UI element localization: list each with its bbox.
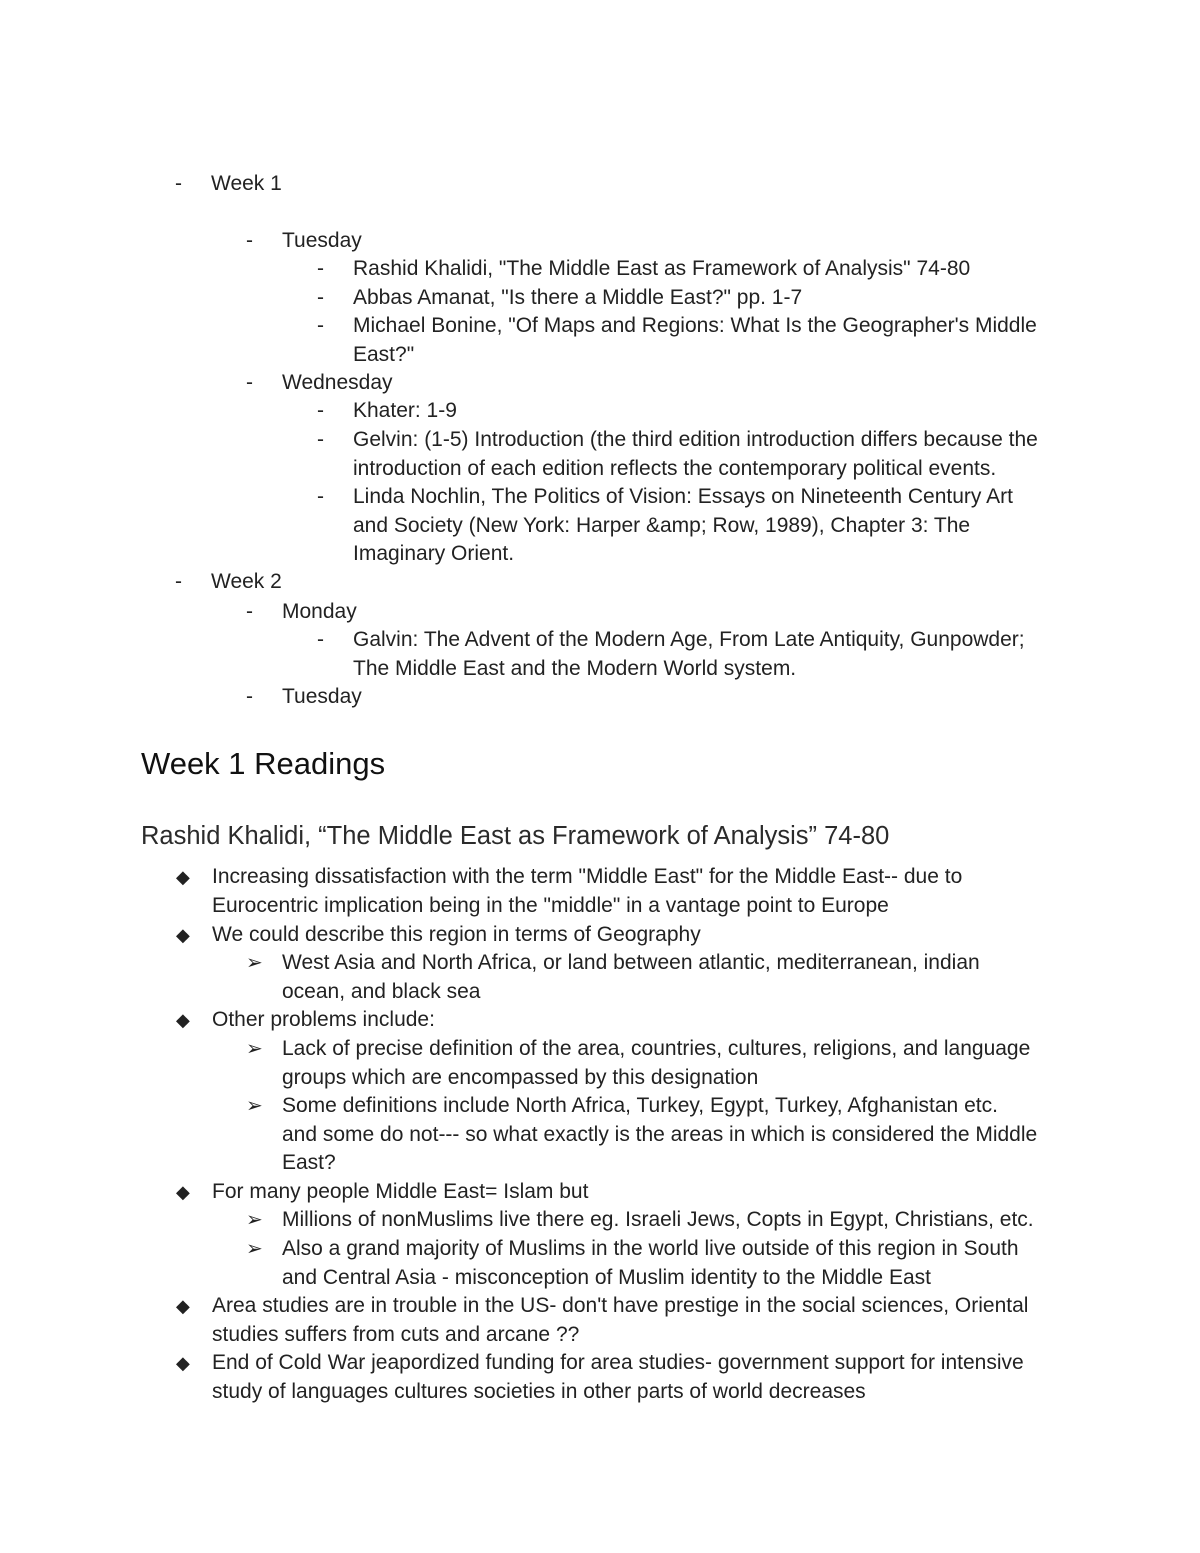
arrow-bullet-icon: ➢ [246,1238,263,1260]
outline-label: Week 1 [211,172,282,195]
outline-item-week-1-wednesday [246,369,393,398]
reading-line: The Middle East and the Modern World system. [353,656,797,680]
reading-line: Michael Bonine, "Of Maps and Regions: What Is the Geographer's Middle [353,314,1037,337]
reading-text [353,426,1038,483]
reading-line: Linda Nochlin, The Politics of Vision: Essays on Nineteenth Century Art [353,485,1013,508]
outline-item-week-2-monday [246,598,357,627]
arrow-bullet-icon: ➢ [246,1209,263,1231]
note-line: Also a grand majority of Muslims in the world live outside of this region in South [282,1237,1019,1260]
note-text [212,1349,1024,1406]
note-text [282,1092,1037,1178]
dash-marker: - [246,229,253,252]
note-line: We could describe this region in terms of Geography [212,923,701,946]
reading-text [353,483,1013,569]
outline-label: Week 2 [211,570,282,593]
note-line: study of languages cultures societies in other parts of world decreases [212,1379,866,1403]
reading-item [317,626,1025,683]
reading-item [317,483,1013,569]
note-line: Increasing dissatisfaction with the term "Middle East" for the Middle East-- due to [212,865,963,888]
reading-text: Abbas Amanat, "Is there a Middle East?" pp. 1-7 [353,286,803,309]
note-item [176,1349,1024,1406]
outline-label: Tuesday [282,685,362,708]
outline-item-week-1-tuesday [246,227,362,256]
note-text [212,863,962,920]
dash-marker: - [317,257,324,280]
outline-label: Wednesday [282,371,393,394]
section-heading: Week 1 Readings [141,746,386,781]
note-line: Some definitions include North Africa, Turkey, Egypt, Turkey, Afghanistan etc. [282,1094,998,1117]
reading-line: Imaginary Orient. [353,542,515,565]
dash-marker: - [317,399,324,422]
reading-item [317,312,1037,369]
reading-text: Rashid Khalidi, "The Middle East as Framework of Analysis" 74-80 [353,257,971,280]
diamond-bullet-icon: ◆ [176,1353,190,1373]
dash-marker: - [317,428,324,451]
outline-label: Monday [282,600,357,623]
note-line: End of Cold War jeapordized funding for area studies- government support for intensive [212,1351,1024,1374]
diamond-bullet-icon: ◆ [176,925,190,945]
note-line: studies suffers from cuts and arcane ?? [212,1322,580,1346]
reading-line: and Society (New York: Harper &amp; Row, 1989), Chapter 3: The [353,513,971,537]
reading-text [353,626,1025,683]
dash-marker: - [175,570,182,593]
note-text [282,1035,1030,1092]
note-text [282,949,980,1006]
note-line: Eurocentric implication being in the "middle" in a vantage point to Europe [212,893,889,917]
arrow-bullet-icon: ➢ [246,952,263,974]
note-subitem [246,1035,1030,1092]
note-item [176,1292,1028,1349]
dash-marker: - [317,314,324,337]
reading-subheading: Rashid Khalidi, “The Middle East as Framework of Analysis” 74-80 [141,822,890,850]
note-item [176,921,701,950]
note-line: and some do not--- so what exactly is the areas in which is considered the Middle [282,1122,1038,1146]
outline-label: Tuesday [282,229,362,252]
diamond-bullet-icon: ◆ [176,1296,190,1316]
dash-marker: - [317,286,324,309]
dash-marker: - [317,628,324,651]
note-line: For many people Middle East= Islam but [212,1180,589,1203]
dash-marker: - [175,172,182,195]
reading-text [353,312,1037,369]
note-line: Lack of precise definition of the area, countries, cultures, religions, and language [282,1037,1031,1060]
diamond-bullet-icon: ◆ [176,1010,190,1030]
arrow-bullet-icon: ➢ [246,1095,263,1117]
note-line: groups which are encompassed by this designation [282,1065,759,1089]
note-item [176,1006,435,1035]
arrow-bullet-icon: ➢ [246,1038,263,1060]
note-subitem [246,1092,1037,1178]
reading-line: introduction of each edition reflects the contemporary political events. [353,456,997,480]
dash-marker: - [317,485,324,508]
reading-line: Gelvin: (1-5) Introduction (the third edition introduction differs because the [353,428,1038,451]
diamond-bullet-icon: ◆ [176,1182,190,1202]
reading-line: East?" [353,342,415,366]
note-line: Area studies are in trouble in the US- don't have prestige in the social sciences, Oriental [212,1294,1029,1317]
note-line: East? [282,1151,336,1174]
outline-item-week-2 [175,568,282,597]
outline-item-week-2-tuesday [246,683,362,712]
diamond-bullet-icon: ◆ [176,867,190,887]
note-line: ocean, and black sea [282,979,481,1003]
reading-item [317,426,1038,483]
note-line: Other problems include: [212,1008,435,1031]
note-subitem [246,1206,1034,1235]
note-text [212,1292,1028,1349]
note-subitem [246,949,980,1006]
note-line: and Central Asia - misconception of Muslim identity to the Middle East [282,1265,931,1289]
note-text [282,1235,1019,1292]
dash-marker: - [246,600,253,623]
dash-marker: - [246,685,253,708]
reading-item [317,284,802,313]
note-item [176,1178,588,1207]
note-line: West Asia and North Africa, or land between atlantic, mediterranean, indian [282,951,980,974]
note-line: Millions of nonMuslims live there eg. Israeli Jews, Copts in Egypt, Christians, etc. [282,1208,1034,1231]
outline-item-week-1 [175,170,282,199]
reading-text: Khater: 1-9 [353,399,457,422]
reading-item [317,397,457,426]
reading-line: Galvin: The Advent of the Modern Age, From Late Antiquity, Gunpowder; [353,628,1025,651]
reading-item [317,255,970,284]
note-subitem [246,1235,1019,1292]
note-item [176,863,962,920]
dash-marker: - [246,371,253,394]
